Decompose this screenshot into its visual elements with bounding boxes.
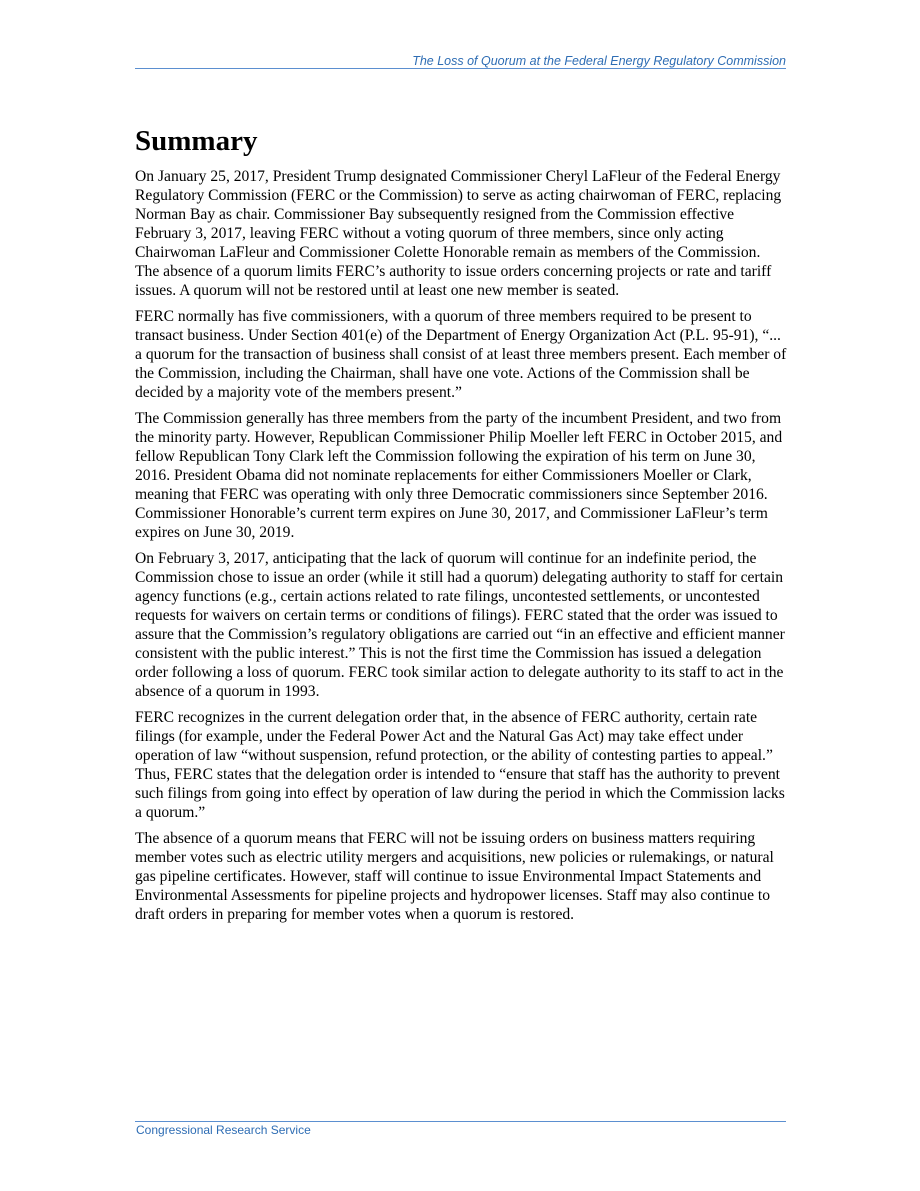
section-heading: Summary: [135, 125, 258, 157]
paragraph-2: FERC normally has five commissioners, with a quorum of three members required to be present to transact business. Under Section 401(e) of the Department of Energy Organization Act (P.L. 95-91), “... a quorum for the transaction of business shall consist of at least three members present. Each member of the Commission, including the Chairman, shall have one vote. Actions of the Commission shall be decided by a majority vote of the members present.”: [135, 308, 787, 401]
main-content: [135, 122, 787, 931]
paragraph-3: The Commission generally has three members from the party of the incumbent President, and two from the minority party. However, Republican Commissioner Philip Moeller left FERC in October 2015, and fellow Republican Tony Clark left the Commission following the expiration of his term on June 30, 2016. President Obama did not nominate replacements for either Commissioners Moeller or Clark, meaning that FERC was operating with only three Democratic commissioners since September 2016. Commissioner Honorable’s current term expires on June 30, 2017, and Commissioner LaFleur’s term expires on June 30, 2019.: [135, 410, 783, 541]
footer-publisher: Congressional Research Service: [136, 1123, 311, 1137]
paragraph-5: FERC recognizes in the current delegation order that, in the absence of FERC authority, certain rate filings (for example, under the Federal Power Act and the Natural Gas Act) may take effect under operation of law “without suspension, refund protection, or the ability of contesting parties to appeal.” Thus, FERC states that the delegation order is intended to “ensure that staff has the authority to prevent such filings from going into effect by operation of law during the period in which the Commission lacks a quorum.”: [135, 709, 785, 821]
paragraph-4: On February 3, 2017, anticipating that the lack of quorum will continue for an indefinite period, the Commission chose to issue an order (while it still had a quorum) delegating authority to staff for certain agency functions (e.g., certain actions related to rate filings, uncontested settlements, or uncontested requests for waivers on certain terms or conditions of filings). FERC stated that the order was issued to assure that the Commission’s regulatory obligations are carried out “in an effective and efficient manner consistent with the public interest.” This is not the first time the Commission has issued a delegation order following a loss of quorum. FERC took similar action to delegate authority to its staff to act in the absence of a quorum in 1993.: [135, 550, 785, 700]
paragraph-6: The absence of a quorum means that FERC will not be issuing orders on business matters requiring member votes such as electric utility mergers and acquisitions, new policies or rulemakings, or natural gas pipeline certificates. However, staff will continue to issue Environmental Impact Statements and Environmental Assessments for pipeline projects and hydropower licenses. Staff may also continue to draft orders in preparing for member votes when a quorum is restored.: [135, 830, 774, 923]
running-header-title: The Loss of Quorum at the Federal Energy Regulatory Commission: [412, 54, 786, 68]
header-divider: [135, 68, 786, 69]
footer-divider: [135, 1121, 786, 1122]
paragraph-1: On January 25, 2017, President Trump designated Commissioner Cheryl LaFleur of the Federal Energy Regulatory Commission (FERC or the Commission) to serve as acting chairwoman of FERC, replacing Norman Bay as chair. Commissioner Bay subsequently resigned from the Commission effective February 3, 2017, leaving FERC without a voting quorum of three members, since only acting Chairwoman LaFleur and Commissioner Colette Honorable remain as members of the Commission. The absence of a quorum limits FERC’s authority to issue orders concerning projects or rate and tariff issues. A quorum will not be restored until at least one new member is seated.: [135, 168, 782, 299]
